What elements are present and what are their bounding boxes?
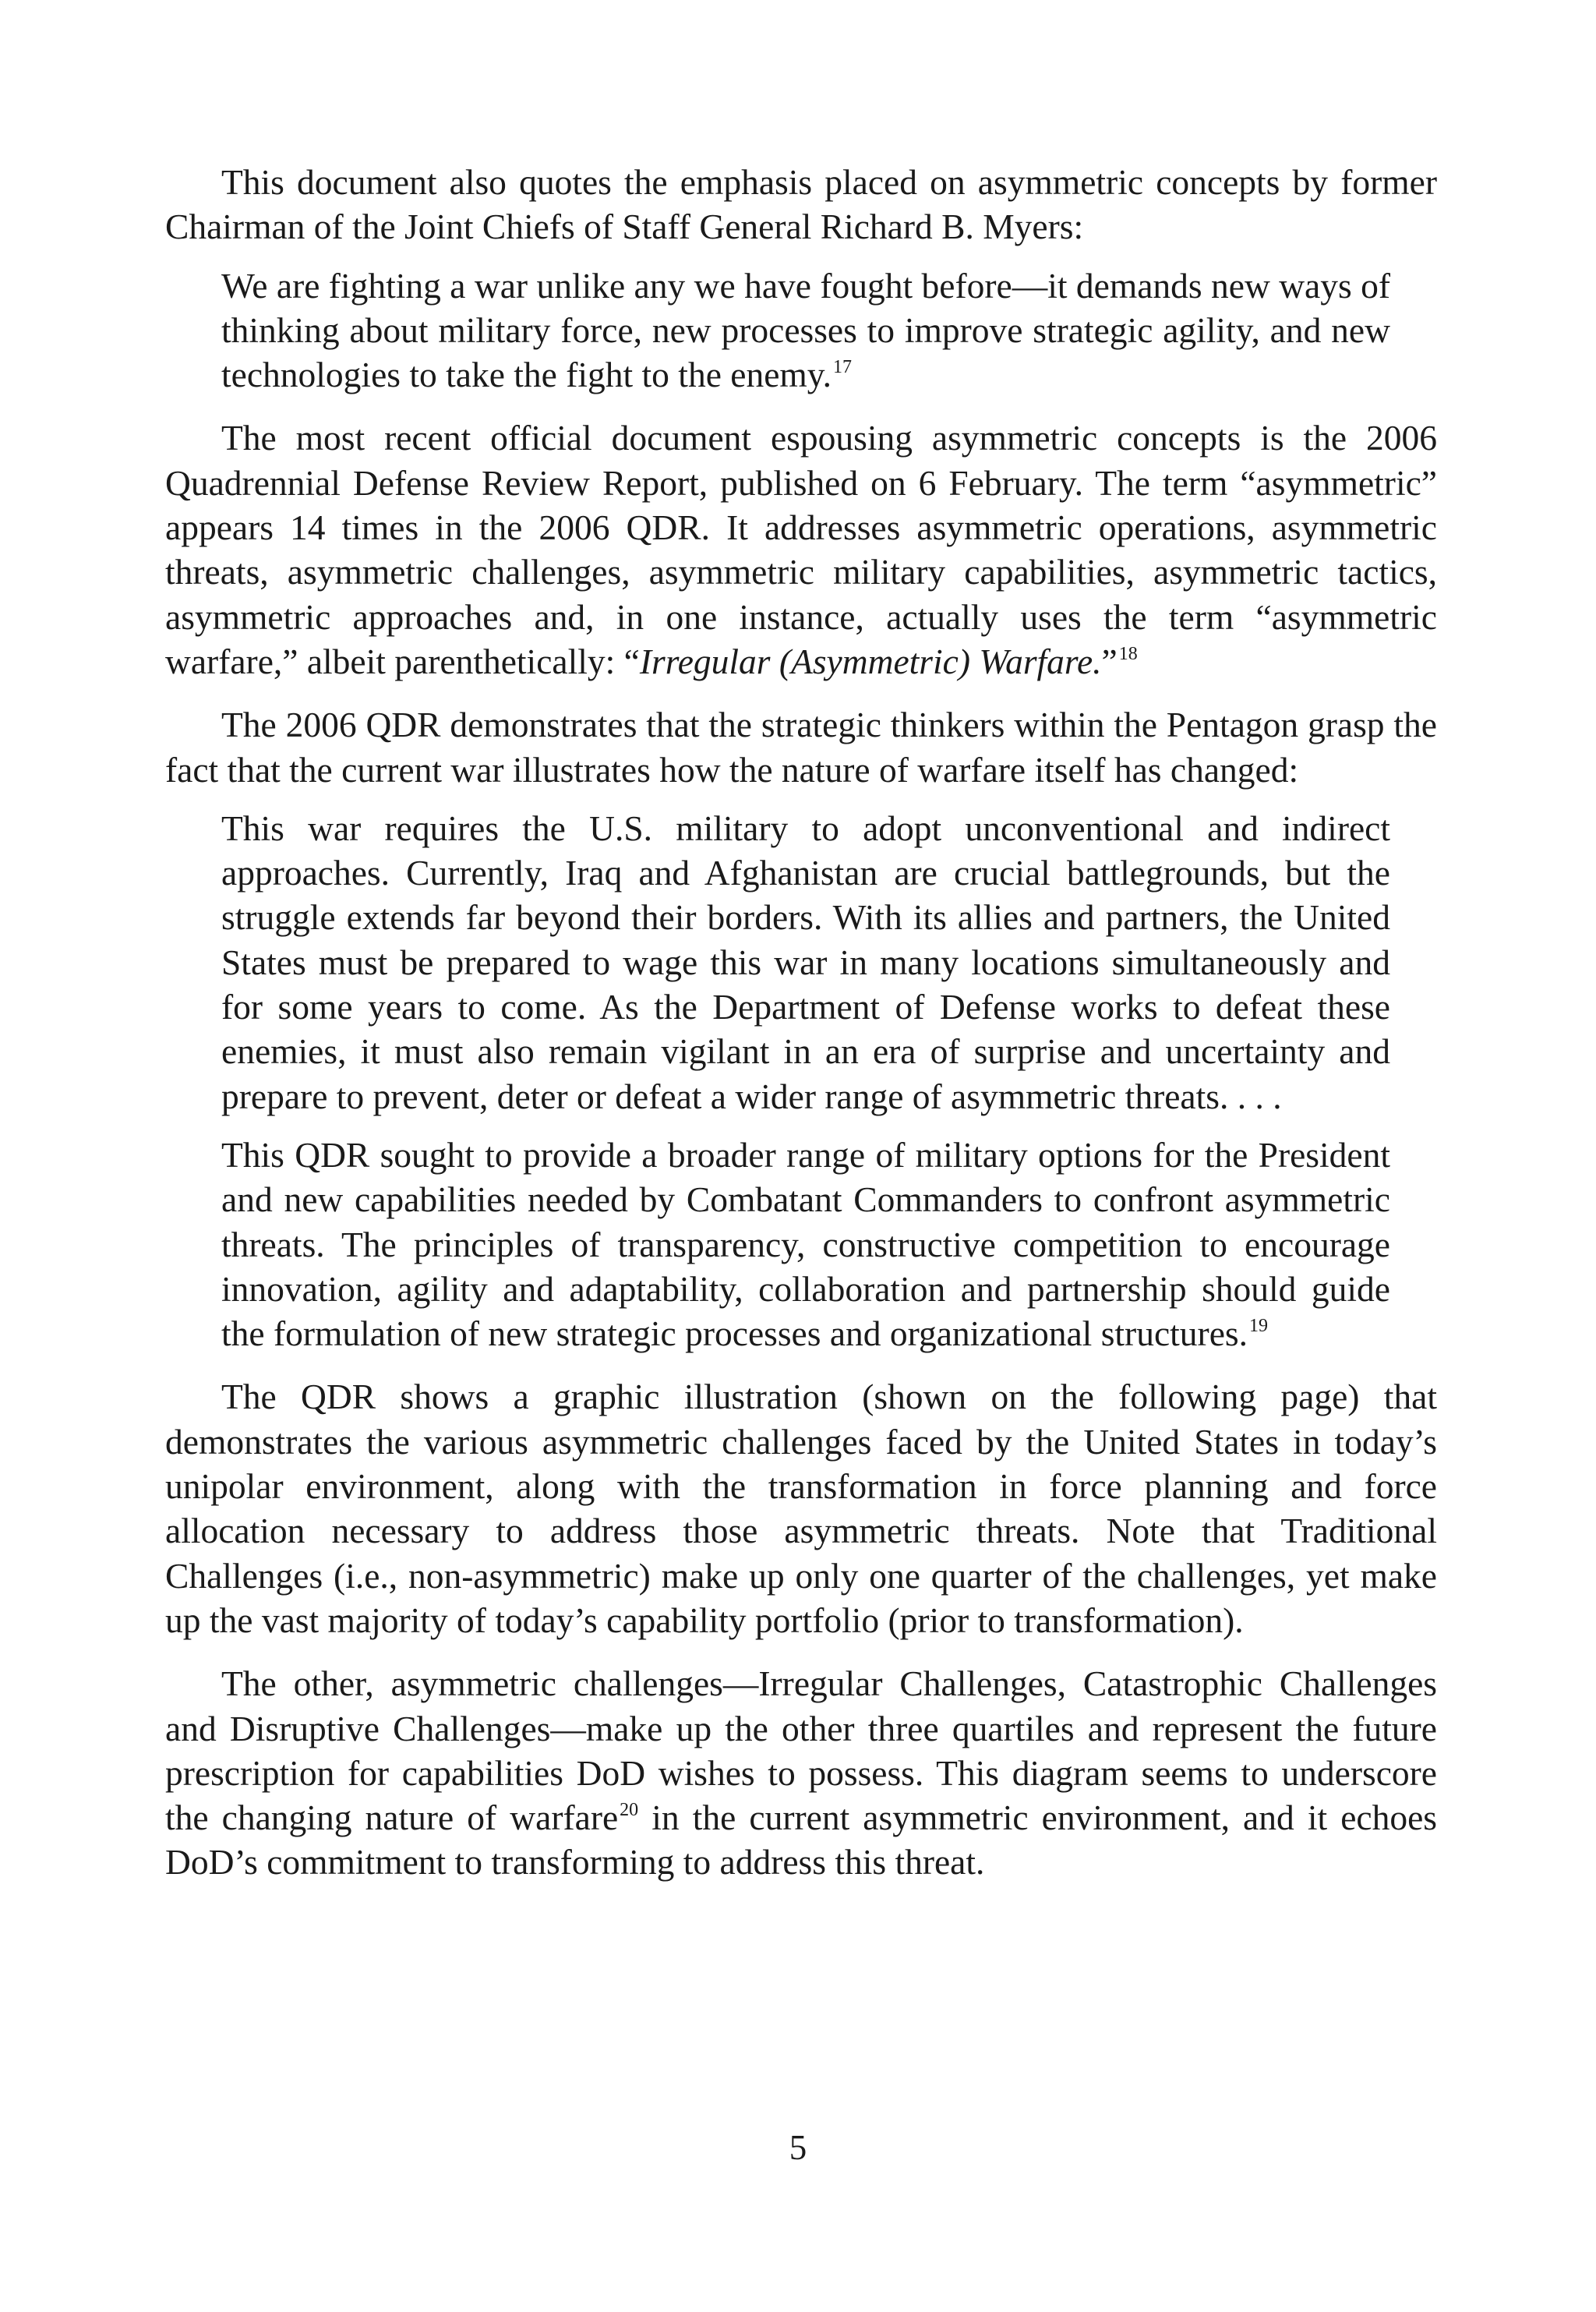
- footnote-marker: 20: [620, 1800, 639, 1821]
- block-quote: [221, 806, 1390, 1119]
- paragraph-text: The most recent official document espousing asymmetric concepts is the 2006 Quadrennial Defense Review Report, published on 6 February. The term “asymmetric” appears 14 times in the 2006 QDR. It addresses asymmetric operations, asymmetric threats, asymmetric challenges, asymmetric military capabilities, asymmetric tactics, asymmetric approaches and, in one instance, actually uses the term “asymmetric warfare,” albeit parenthetically: “: [165, 418, 1437, 681]
- page-number: 5: [789, 2128, 807, 2167]
- body-paragraph: [165, 415, 1437, 684]
- block-quote: [221, 1133, 1390, 1356]
- paragraph-text: The other, asymmetric challenges—Irregular Challenges, Catastrophic Challenges and Disruptive Challenges—make up the other three quartiles and represent the future prescription for capabilities DoD wishes to possess. This diagram seems to underscore the changing nature of warfare: [165, 1663, 1437, 1838]
- italic-title: Irregular (Asymmetric) Warfare.: [639, 641, 1102, 681]
- body-paragraph: [165, 160, 1437, 249]
- footnote-marker: 17: [832, 357, 852, 378]
- quote-text: This QDR sought to provide a broader range of military options for the President and new capabilities needed by Combatant Commanders to confront asymmetric threats. The principles of transparency, constructive competition to encourage innovation, agility and adaptability, collaboration and partnership should guide the formulation of new strategic processes and organizational structures.: [221, 1134, 1390, 1354]
- footnote-marker: 18: [1118, 643, 1138, 664]
- paragraph-text: The QDR shows a graphic illustration (shown on the following page) that demonstrates the various asymmetric challenges faced by the United States in today’s unipolar environment, along with the transformation in force planning and force allocation necessary to address those asymmetric threats. Note that Traditional Challenges (i.e., non-asymmetric) make up only one quarter of the challenges, yet make up the vast majority of today’s capability portfolio (prior to transformation).: [165, 1377, 1437, 1640]
- paragraph-text-continued: in the current asymmetric environment, and it echoes DoD’s commitment to transforming to address this threat.: [165, 1798, 1437, 1882]
- closing-quote: ”: [1101, 641, 1118, 681]
- block-quote: [221, 263, 1390, 398]
- body-paragraph: [165, 702, 1437, 792]
- quote-text: This war requires the U.S. military to adopt unconventional and indirect approaches. Currently, Iraq and Afghanistan are crucial battlegrounds, but the struggle extends far beyond their borders. With its allies and partners, the United States must be prepared to wage this war in many locations simultaneously and for some years to come. As the Department of Defense works to defeat these enemies, it must also remain vigilant in an era of surprise and uncertainty and prepare to prevent, deter or defeat a wider range of asymmetric threats. . . .: [221, 808, 1390, 1116]
- body-paragraph: [165, 1374, 1437, 1642]
- page-body: [165, 160, 1437, 1885]
- footnote-marker: 19: [1248, 1316, 1268, 1337]
- body-paragraph: [165, 1661, 1437, 1884]
- paragraph-text: This document also quotes the emphasis placed on asymmetric concepts by former Chairman of the Joint Chiefs of Staff General Richard B. Myers:: [165, 162, 1437, 247]
- paragraph-text: The 2006 QDR demonstrates that the strategic thinkers within the Pentagon grasp the fact that the current war illustrates how the nature of warfare itself has changed:: [165, 705, 1437, 790]
- quote-text: We are fighting a war unlike any we have fought before—it demands new ways of thinking about military force, new processes to improve strategic agility, and new technologies to take the fight to the enemy.: [221, 265, 1390, 395]
